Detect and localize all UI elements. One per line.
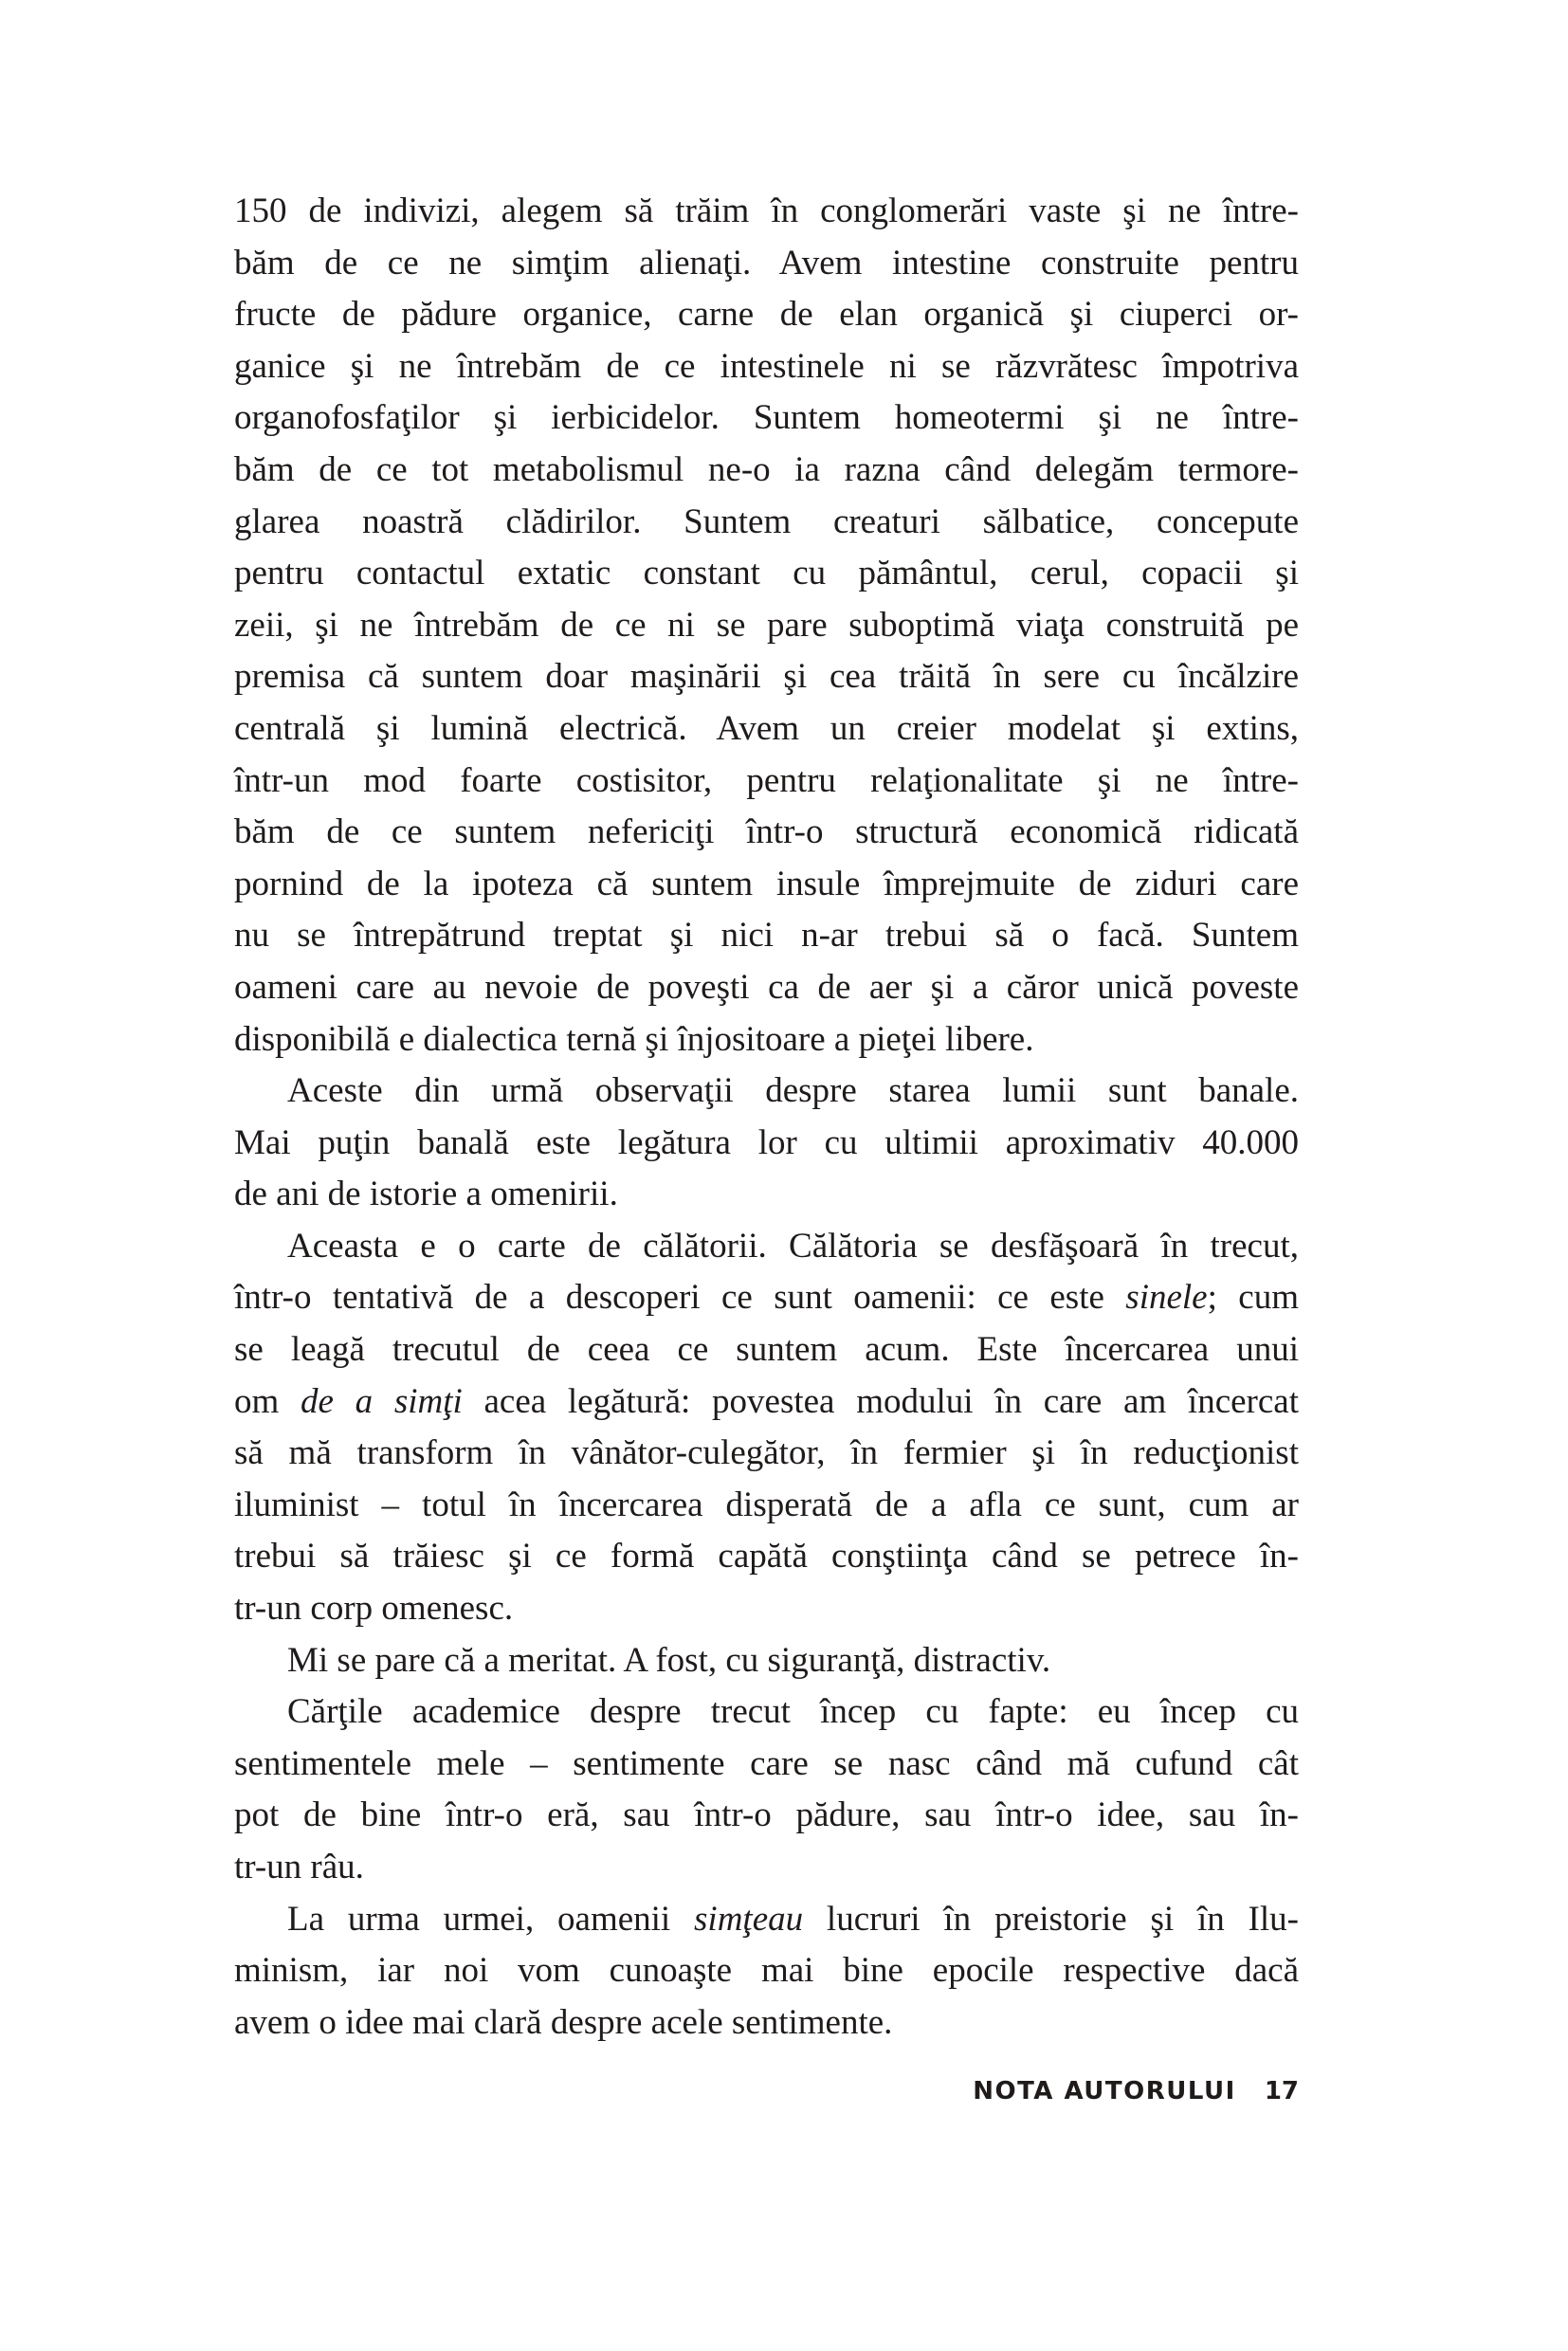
text-line [234, 1272, 1299, 1324]
text-segment: acea legătură: povestea modului în care am încercat [462, 1381, 1299, 1421]
text-line: pot de bine într-o eră, sau într-o pădure, sau într-o idee, sau în- [234, 1795, 1299, 1835]
text-segment: La urma urmei, oamenii [287, 1899, 695, 1939]
text-line: într-un mod foarte costisitor, pentru relaţionalitate şi ne între- [234, 760, 1299, 800]
text-line: trebui să trăiesc şi ce formă capătă conştiinţa când se petrece în- [234, 1537, 1299, 1576]
text-line: iluminist – totul în încercarea disperată de a afla ce sunt, cum ar [234, 1485, 1299, 1524]
text-line: băm de ce ne simţim alienaţi. Avem intestine construite pentru [234, 243, 1299, 282]
page-number: 17 [1264, 2077, 1299, 2105]
text-line: oameni care au nevoie de poveşti ca de aer şi a căror unică poveste [234, 967, 1299, 1007]
text-line: să mă transform în vânător-culegător, în fermier şi în reducţionist [234, 1433, 1299, 1473]
page-footer [948, 2072, 1299, 2110]
running-head: NOTA AUTORULUI [973, 2077, 1236, 2105]
paragraph-start-line: Aceasta e o carte de călătorii. Călătoria se desfăşoară în trecut, [287, 1226, 1299, 1266]
text-line: ganice şi ne întrebăm de ce intestinele ni se răzvrătesc împotriva [234, 346, 1299, 386]
body-text [234, 186, 1299, 2049]
text-line: Mai puţin banală este legătura lor cu ultimii aproximativ 40.000 [234, 1122, 1299, 1162]
italic-emphasis: simţeau [694, 1899, 804, 1939]
text-segment: om [234, 1381, 301, 1421]
italic-emphasis: sinele [1125, 1278, 1208, 1318]
text-line: se leagă trecutul de ceea ce suntem acum. Este încercarea unui [234, 1330, 1299, 1370]
text-line: glarea noastră clădirilor. Suntem creaturi sălbatice, concepute [234, 501, 1299, 541]
text-line: disponibilă e dialectica ternă şi înjositoare a pieţei libere. [234, 1019, 1034, 1059]
text-line [234, 1376, 1299, 1429]
paragraph-start-line: Aceste din urmă observaţii despre starea lumii sunt banale. [287, 1071, 1299, 1111]
text-line: pornind de la ipoteza că suntem insule împrejmuite de ziduri care [234, 864, 1299, 903]
text-segment: ; cum [1207, 1278, 1299, 1318]
text-line: tr-un corp omenesc. [234, 1589, 514, 1629]
text-line: premisa că suntem doar maşinării şi cea trăită în sere cu încălzire [234, 657, 1299, 697]
text-line: fructe de pădure organice, carne de elan organică şi ciuperci or- [234, 295, 1299, 335]
text-line: pentru contactul extatic constant cu pământul, cerul, copacii şi [234, 554, 1299, 593]
text-line: sentimentele mele – sentimente care se nasc când mă cufund cât [234, 1743, 1299, 1783]
text-line: tr-un râu. [234, 1848, 364, 1886]
text-line: băm de ce tot metabolismul ne-o ia razna când delegăm termore- [234, 449, 1299, 489]
text-line: de ani de istorie a omenirii. [234, 1175, 618, 1214]
text-segment: lucruri în preistorie şi în Ilu- [803, 1899, 1299, 1939]
paragraph-start-line [234, 1894, 1299, 1946]
text-line: centrală şi lumină electrică. Avem un creier modelat şi extins, [234, 708, 1299, 748]
text-line: organofosfaţilor şi ierbicidelor. Suntem homeotermi şi ne între- [234, 398, 1299, 438]
italic-emphasis: de a simţi [301, 1381, 463, 1421]
text-line: avem o idee mai clară despre acele sentimente. [234, 2002, 893, 2042]
text-segment: într-o tentativă de a descoperi ce sunt oamenii: ce este [234, 1278, 1126, 1318]
paragraph-start-line: Cărţile academice despre trecut încep cu fapte: eu încep cu [287, 1692, 1299, 1732]
text-line: nu se întrepătrund treptat şi nici n-ar trebui să o facă. Suntem [234, 916, 1299, 956]
text-line: minism, iar noi vom cunoaşte mai bine epocile respective dacă [234, 1951, 1299, 1991]
text-line: 150 de indivizi, alegem să trăim în conglomerări vaste şi ne între- [234, 191, 1299, 230]
text-line: zeii, şi ne întrebăm de ce ni se pare suboptimă viaţa construită pe [234, 605, 1299, 645]
paragraph-start-line: Mi se pare că a meritat. A fost, cu siguranţă, distractiv. [287, 1640, 1051, 1680]
text-line: băm de ce suntem nefericiţi într-o structură economică ridicată [234, 812, 1299, 852]
